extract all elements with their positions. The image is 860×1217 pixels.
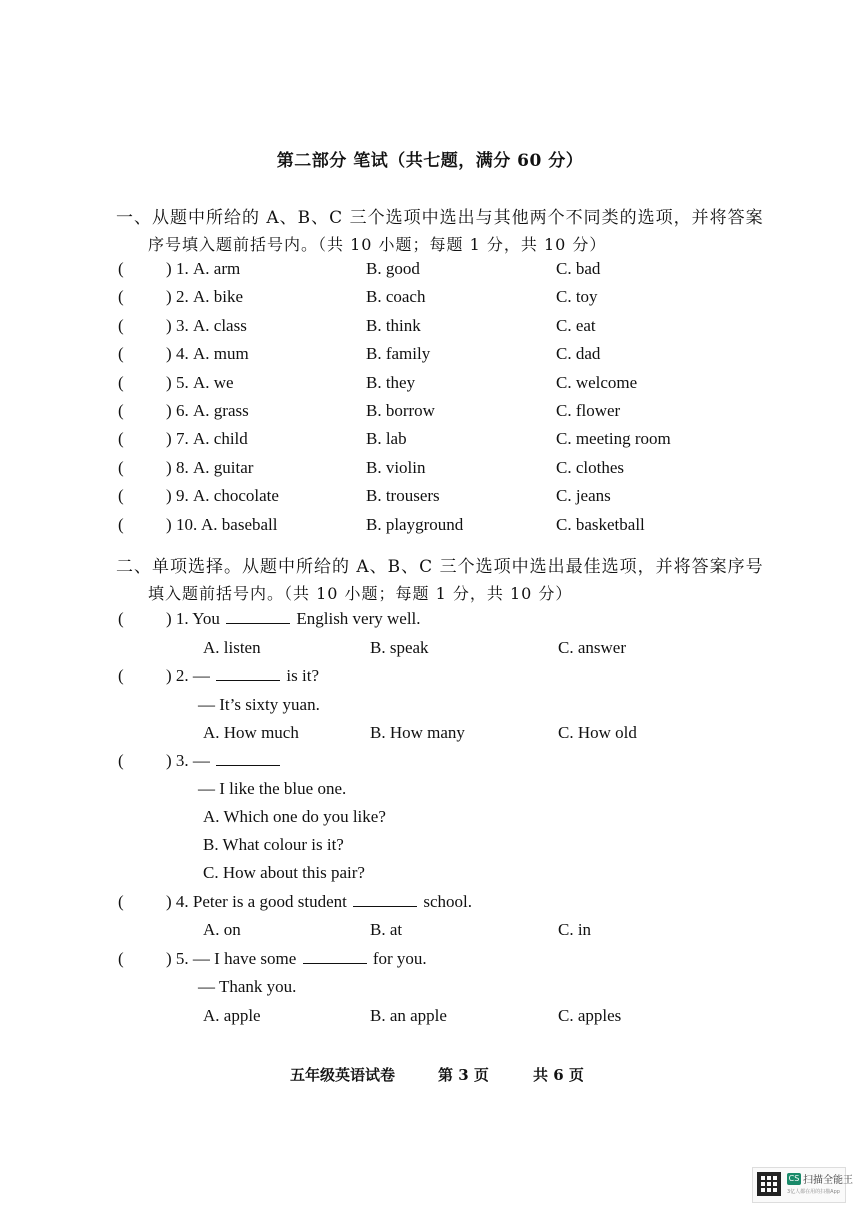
answer-paren-close: ) [166, 259, 172, 278]
answer-paren[interactable]: ( [118, 315, 124, 335]
option-c: C. How about this pair? [203, 863, 365, 882]
answer-paren[interactable]: ( [118, 892, 124, 911]
option-c: C. clothes [556, 457, 624, 477]
answer-paren[interactable]: ( [118, 344, 124, 364]
answer-blank[interactable] [353, 892, 417, 907]
option-c: C. welcome [556, 372, 638, 392]
answer-paren-close: ) [166, 457, 172, 477]
option-b: B. coach [366, 287, 426, 307]
option-b: B. violin [366, 457, 426, 477]
option-c: C. dad [556, 344, 601, 364]
answer-paren[interactable]: ( [118, 429, 124, 449]
option-b: B. borrow [366, 401, 435, 420]
answer-paren[interactable]: ( [118, 666, 124, 685]
option-a: A. Which one do you like? [203, 807, 386, 826]
option-b: B. lab [366, 429, 407, 449]
watermark-brand: 扫描全能王 [803, 1175, 853, 1186]
option-b: B. playground [366, 514, 464, 534]
option-a: A. guitar [193, 457, 254, 477]
option-c: C. apples [558, 1006, 622, 1025]
option-c: C. answer [558, 638, 626, 657]
page-title: 第二部分 笔试（共七题，满分 60 分） [276, 151, 584, 171]
option-a: A. How much [203, 723, 299, 742]
question-text-end: school. [423, 892, 472, 911]
answer-paren-close: ) [166, 429, 172, 449]
section1-heading-cont: 序号填入题前括号内。（共 10 小题；每题 1 分，共 10 分） [148, 235, 607, 254]
dialog-line: — It’s sixty yuan. [198, 695, 320, 714]
answer-paren-close: ) [166, 401, 172, 420]
answer-paren[interactable]: ( [118, 949, 124, 968]
question-text-end: is it? [286, 666, 320, 685]
option-b: B. family [366, 344, 431, 364]
option-c: C. meeting room [556, 429, 671, 449]
option-a: A. on [203, 920, 241, 939]
option-b: B. they [366, 372, 416, 392]
answer-paren-close: ) [166, 315, 172, 335]
answer-paren[interactable]: ( [118, 609, 124, 628]
question-text: ) 2. — [166, 666, 210, 685]
option-c: C. toy [556, 287, 598, 307]
option-b: B. How many [370, 723, 465, 742]
answer-paren-close: ) [166, 514, 172, 534]
question-number: 4. [176, 344, 189, 364]
option-c: C. jeans [556, 486, 611, 506]
watermark-tagline: 3亿人都在用的扫描App [787, 1189, 840, 1195]
option-a: A. we [193, 372, 234, 392]
question-number: 7. [176, 429, 189, 449]
option-b: B. an apple [370, 1006, 447, 1025]
option-c: C. flower [556, 401, 621, 420]
answer-paren[interactable]: ( [118, 457, 124, 477]
option-c: C. eat [556, 315, 596, 335]
scanner-watermark [752, 1167, 853, 1203]
section2-heading: 二、单项选择。从题中所给的 A、B、C 三个选项中选出最佳选项，并将答案序号 [116, 557, 764, 577]
answer-paren[interactable]: ( [118, 486, 124, 506]
question-number: 8. [176, 457, 189, 477]
option-a: A. child [193, 429, 248, 449]
answer-paren-close: ) [166, 287, 172, 307]
option-a: A. arm [193, 259, 241, 278]
dialog-line: — I like the blue one. [198, 779, 347, 798]
question-text: ) 4. Peter is a good student [166, 892, 347, 911]
option-b: B. good [366, 259, 420, 278]
option-c: C. in [558, 920, 592, 939]
question-number: 10. [176, 514, 198, 534]
option-a: A. class [193, 315, 247, 335]
question-text: ) 3. — [166, 751, 210, 770]
question-number: 6. [176, 401, 189, 420]
answer-blank[interactable] [216, 666, 280, 681]
question-text-end: for you. [372, 949, 427, 968]
question-text: ) 5. — I have some [166, 949, 297, 968]
answer-paren-close: ) [166, 344, 172, 364]
question-number: 9. [176, 486, 189, 506]
dialog-line: — Thank you. [198, 977, 297, 996]
answer-blank[interactable] [226, 609, 290, 624]
option-b: B. speak [370, 638, 429, 657]
qr-code-icon [757, 1172, 781, 1196]
question-number: 2. [176, 287, 189, 307]
footer-page-number: 第 3 页 [438, 1066, 489, 1084]
answer-paren[interactable]: ( [118, 751, 124, 770]
question-text: ) 1. You [166, 609, 220, 628]
option-a: A. mum [193, 344, 249, 364]
option-c: C. bad [556, 259, 601, 278]
option-a: A. chocolate [193, 486, 279, 506]
option-b: B. What colour is it? [203, 835, 344, 854]
footer-total-pages: 共 6 页 [533, 1066, 584, 1084]
answer-paren-close: ) [166, 372, 172, 392]
footer-paper-name: 五年级英语试卷 [290, 1066, 396, 1084]
option-c: C. How old [558, 723, 637, 742]
option-b: B. think [366, 315, 421, 335]
option-b: B. at [370, 920, 403, 939]
question-text-end: English very well. [296, 609, 421, 628]
answer-paren[interactable]: ( [118, 287, 124, 307]
option-a: A. apple [203, 1006, 261, 1025]
camscanner-logo-icon: CS [788, 1174, 800, 1183]
option-b: B. trousers [366, 486, 440, 506]
answer-blank[interactable] [303, 949, 367, 964]
option-c: C. basketball [556, 514, 645, 534]
answer-paren[interactable]: ( [118, 514, 124, 534]
answer-paren-close: ) [166, 486, 172, 506]
section1-heading: 一、从题中所给的 A、B、C 三个选项中选出与其他两个不同类的选项，并将答案 [116, 208, 764, 228]
option-a: A. bike [193, 287, 244, 307]
answer-paren[interactable]: ( [118, 372, 124, 392]
answer-paren[interactable]: ( [118, 401, 124, 420]
section2-heading-cont: 填入题前括号内。（共 10 小题；每题 1 分，共 10 分） [148, 584, 573, 603]
option-a: A. listen [203, 638, 261, 657]
option-a: A. baseball [201, 514, 278, 534]
answer-paren[interactable]: ( [118, 259, 124, 278]
question-number: 5. [176, 372, 189, 392]
question-number: 3. [176, 315, 189, 335]
question-number: 1. [176, 259, 189, 278]
option-a: A. grass [193, 401, 249, 420]
answer-blank[interactable] [216, 751, 280, 766]
